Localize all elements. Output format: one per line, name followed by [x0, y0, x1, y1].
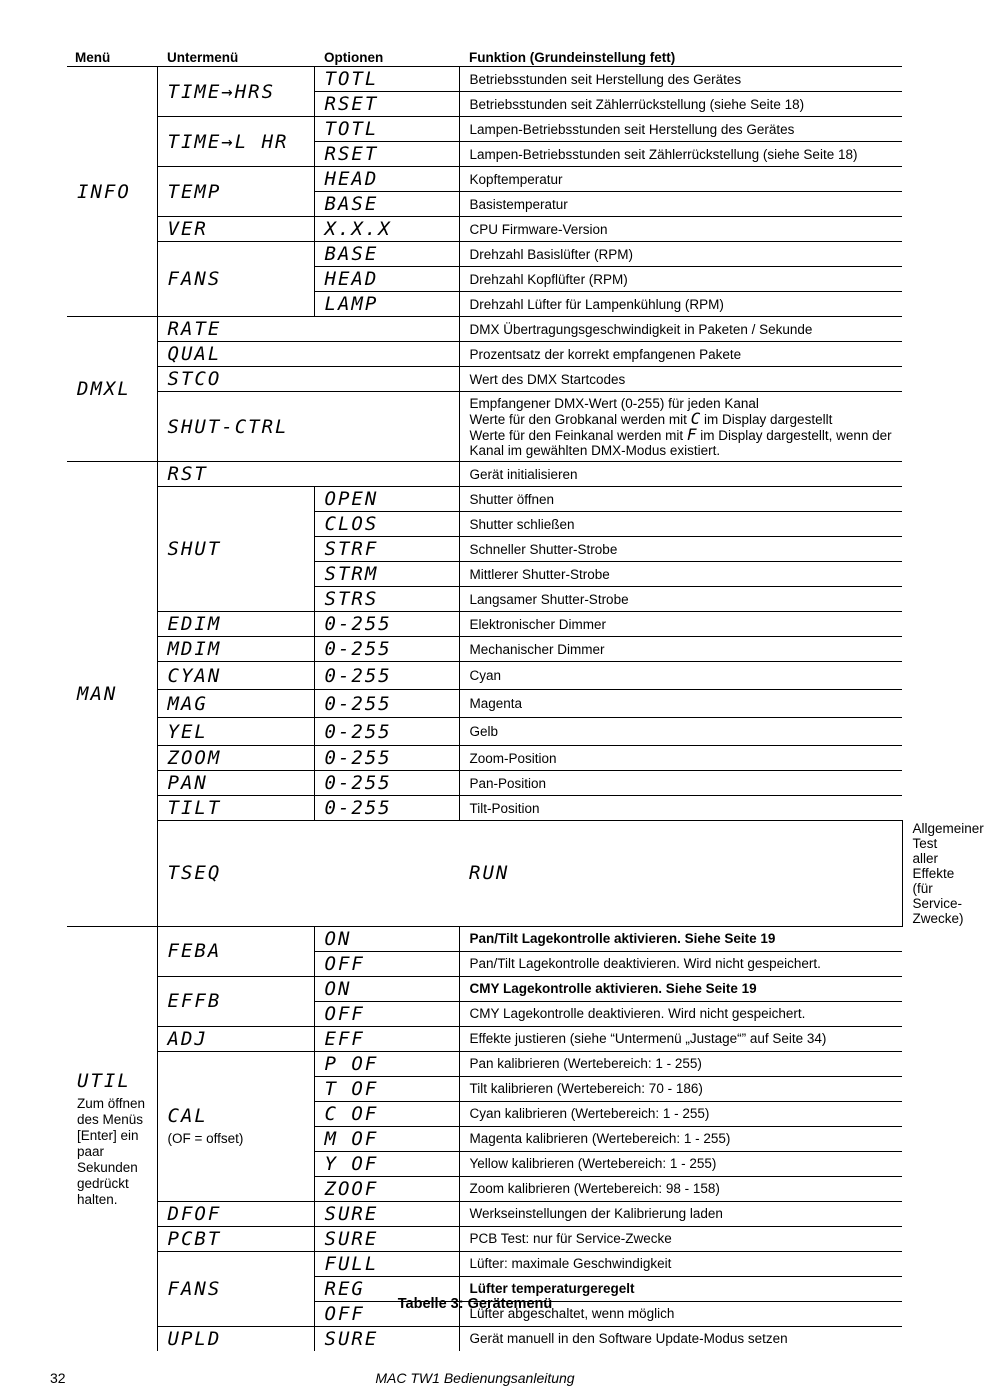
submenu-stco: STCO [167, 368, 222, 390]
option: 0-255 [324, 747, 392, 769]
option: 0-255 [324, 772, 392, 794]
function-text: Prozentsatz der korrekt empfangenen Pakete [469, 346, 742, 362]
function-text: Lampen-Betriebsstunden seit Zählerrückstellung (siehe Seite 18) [469, 146, 858, 162]
table-caption: Tabelle 3: Gerätemenü [397, 1296, 553, 1312]
option: 0-255 [324, 664, 392, 687]
submenu-upld: UPLD [167, 1327, 222, 1350]
table-row [67, 392, 902, 462]
option: Y OF [324, 1152, 379, 1175]
table-row [67, 487, 902, 512]
option: BASE [324, 193, 379, 215]
submenu-shut: SHUT [167, 538, 222, 560]
menu-tseq: TSEQ [167, 862, 222, 885]
option: X.X.X [324, 218, 392, 240]
fine-line: Werte für den Feinkanal werden mit [469, 427, 684, 443]
table-row [67, 746, 902, 771]
function-text: Tilt kalibrieren (Wertebereich: 70 - 186) [469, 1081, 703, 1096]
function-text: Gelb [469, 724, 499, 739]
table-row [67, 1026, 902, 1051]
submenu-cal: CAL [167, 1105, 208, 1127]
submenu-cyan: CYAN [167, 664, 222, 687]
submenu-pan: PAN [167, 772, 208, 794]
function-text: Gerät manuell in den Software Update-Modus setzen [469, 1331, 788, 1347]
function-text: Schneller Shutter-Strobe [469, 541, 618, 557]
page-number: 32 [50, 1370, 66, 1386]
option: SURE [324, 1202, 379, 1225]
option: M OF [324, 1127, 379, 1150]
function-text: Allgemeiner Test aller Effekte (für Service-Zwecke) [912, 820, 984, 926]
function-text: Shutter öffnen [469, 491, 555, 507]
option: RUN [469, 862, 510, 885]
fine-symbol: F [686, 424, 697, 444]
option: OFF [324, 1302, 365, 1325]
function-text: CMY Lagekontrolle aktivieren. Siehe Seite 19 [469, 981, 757, 996]
submenu-shut-ctrl: SHUT-CTRL [167, 415, 289, 438]
option: ZOOF [324, 1177, 379, 1200]
submenu-qual: QUAL [167, 343, 222, 365]
function-text: DMX Übertragungsgeschwindigkeit in Paketen / Sekunde [469, 321, 813, 337]
function-text: Lampen-Betriebsstunden seit Herstellung des Gerätes [469, 121, 795, 137]
table-row [67, 662, 902, 690]
option: RSET [324, 143, 379, 165]
submenu-feba: FEBA [167, 940, 222, 962]
option: FULL [324, 1252, 379, 1275]
submenu-effb: EFFB [167, 990, 222, 1012]
function-text: Pan-Position [469, 775, 547, 791]
function-text: Yellow kalibrieren (Wertebereich: 1 - 255) [469, 1156, 717, 1171]
submenu-time-hrs: TIME→HRS [167, 80, 276, 103]
option: P OF [324, 1052, 379, 1075]
cal-note: (OF = offset) [167, 1131, 244, 1146]
option: T OF [324, 1077, 379, 1100]
table-row [67, 612, 902, 637]
document-title: MAC TW1 Bedienungsanleitung [375, 1370, 575, 1386]
function-text: Pan/Tilt Lagekontrolle aktivieren. Siehe Seite 19 [469, 931, 776, 946]
function-text: Zoom kalibrieren (Wertebereich: 98 - 158) [469, 1181, 720, 1196]
table-row [67, 1051, 902, 1076]
function-text: Drehzahl Basislüfter (RPM) [469, 246, 634, 262]
function-text: Langsamer Shutter-Strobe [469, 591, 629, 607]
table-row [67, 926, 902, 951]
function-text: Lüfter temperaturgeregelt [469, 1281, 635, 1296]
option: SURE [324, 1327, 379, 1350]
function-text: Kopftemperatur [469, 171, 563, 187]
coarse-line: Werte für den Grobkanal werden mit [469, 411, 687, 427]
function-text: Lüfter abgeschaltet, wenn möglich [469, 1306, 675, 1321]
option: RSET [324, 93, 379, 115]
option: REG [324, 1277, 365, 1300]
util-note: Zum öffnen des Menüs [Enter] ein paar Sekunden gedrückt halten. [77, 1095, 146, 1207]
menu-util: UTIL [77, 1069, 131, 1092]
function-text: Pan kalibrieren (Wertebereich: 1 - 255) [469, 1056, 702, 1071]
option: 0-255 [324, 638, 392, 660]
table-row [67, 67, 902, 92]
table-row [67, 117, 902, 142]
option: STRS [324, 588, 379, 610]
option: 0-255 [324, 692, 392, 715]
function-text: Tilt-Position [469, 800, 540, 816]
option: TOTL [324, 68, 379, 90]
function-text: Magenta [469, 696, 523, 711]
option: OFF [324, 952, 365, 975]
option: BASE [324, 243, 379, 265]
device-menu-table [67, 46, 984, 1351]
option: HEAD [324, 168, 379, 190]
table-row [67, 217, 902, 242]
submenu-dfof: DFOF [167, 1202, 222, 1225]
submenu-pcbt: PCBT [167, 1227, 222, 1250]
function-text: Drehzahl Lüfter für Lampenkühlung (RPM) [469, 296, 724, 312]
option: EFF [324, 1027, 365, 1050]
table-row [67, 771, 902, 796]
table-row [67, 637, 902, 662]
function-text: Zoom-Position [469, 750, 557, 766]
option: HEAD [324, 268, 379, 290]
option: CLOS [324, 513, 379, 535]
option: OPEN [324, 488, 379, 510]
option: STRF [324, 538, 379, 560]
function-text: Betriebsstunden seit Zählerrückstellung (siehe Seite 18) [469, 96, 805, 112]
header-menu: Menü [67, 46, 157, 67]
menu-info: INFO [77, 180, 131, 203]
table-row [67, 1226, 902, 1251]
header-submenu: Untermenü [157, 46, 314, 67]
option: ON [324, 927, 352, 950]
function-text: PCB Test: nur für Service-Zwecke [469, 1231, 672, 1246]
function-text: Basistemperatur [469, 196, 568, 212]
submenu-zoom: ZOOM [167, 747, 222, 769]
menu-man: MAN [77, 682, 118, 705]
table-row [67, 167, 902, 192]
table-row [67, 821, 902, 927]
submenu-ver: VER [167, 218, 208, 240]
coarse-symbol: C [690, 408, 701, 428]
dmx-value-line: Empfangener DMX-Wert (0-255) für jeden Kanal [469, 395, 759, 411]
header-options: Optionen [314, 46, 459, 67]
table-row [67, 796, 902, 821]
submenu-mdim: MDIM [167, 638, 222, 660]
option: 0-255 [324, 720, 392, 743]
function-text: Elektronischer Dimmer [469, 616, 607, 632]
function-text [470, 396, 903, 458]
submenu-temp: TEMP [167, 180, 222, 203]
submenu-rst: RST [167, 463, 208, 485]
submenu-fans: FANS [167, 268, 222, 290]
function-text: Mittlerer Shutter-Strobe [469, 566, 610, 582]
function-text: Betriebsstunden seit Herstellung des Gerätes [469, 71, 742, 87]
table-row [67, 462, 902, 487]
option: OFF [324, 1002, 365, 1025]
option: LAMP [324, 293, 379, 315]
option: ON [324, 977, 352, 1000]
menu-dmx: DMXL [77, 378, 131, 400]
function-text: CMY Lagekontrolle deaktivieren. Wird nicht gespeichert. [469, 1006, 806, 1021]
function-text: CPU Firmware-Version [469, 221, 608, 237]
table-row [67, 1326, 902, 1351]
submenu-time-l-hr: TIME→L HR [167, 130, 289, 153]
function-text: Gerät initialisieren [469, 466, 578, 482]
submenu-adj: ADJ [167, 1027, 208, 1050]
function-text: Shutter schließen [469, 516, 575, 532]
submenu-edim: EDIM [167, 613, 222, 635]
submenu-tilt: TILT [167, 797, 222, 819]
table-row [67, 690, 902, 718]
table-row [67, 1201, 902, 1226]
option: C OF [324, 1102, 379, 1125]
function-text: Effekte justieren (siehe “Untermenü „Justage“” auf Seite 34) [469, 1031, 827, 1046]
submenu-rate: RATE [167, 318, 222, 340]
submenu-mag: MAG [167, 692, 208, 715]
option: SURE [324, 1227, 379, 1250]
option: STRM [324, 563, 379, 585]
option: 0-255 [324, 797, 392, 819]
table-row [67, 242, 902, 267]
function-text: Magenta kalibrieren (Wertebereich: 1 - 255) [469, 1131, 731, 1146]
function-text: Mechanischer Dimmer [469, 641, 605, 657]
function-text: Pan/Tilt Lagekontrolle deaktivieren. Wird nicht gespeichert. [469, 956, 821, 971]
table-row [67, 367, 902, 392]
function-text: Werkseinstellungen der Kalibrierung laden [469, 1206, 723, 1221]
function-text: Lüfter: maximale Geschwindigkeit [469, 1256, 672, 1271]
table-row [67, 976, 902, 1001]
header-function: Funktion (Grundeinstellung fett) [459, 46, 902, 67]
function-text: Drehzahl Kopflüfter (RPM) [469, 271, 628, 287]
table-row [67, 1251, 902, 1276]
table-row [67, 317, 902, 342]
table-row [67, 342, 902, 367]
fine-line-end: im Display dargestellt, wenn der Kanal im gewählten DMX-Modus existiert. [469, 427, 892, 458]
submenu-fans-util: FANS [167, 1277, 222, 1300]
table-row [67, 718, 902, 746]
coarse-line-end: im Display dargestellt [704, 411, 833, 427]
table-header-row [67, 46, 902, 67]
submenu-yel: YEL [167, 720, 208, 743]
function-text: Wert des DMX Startcodes [469, 371, 626, 387]
option: 0-255 [324, 613, 392, 635]
function-text: Cyan [469, 668, 502, 683]
option: TOTL [324, 118, 379, 140]
function-text: Cyan kalibrieren (Wertebereich: 1 - 255) [469, 1106, 710, 1121]
